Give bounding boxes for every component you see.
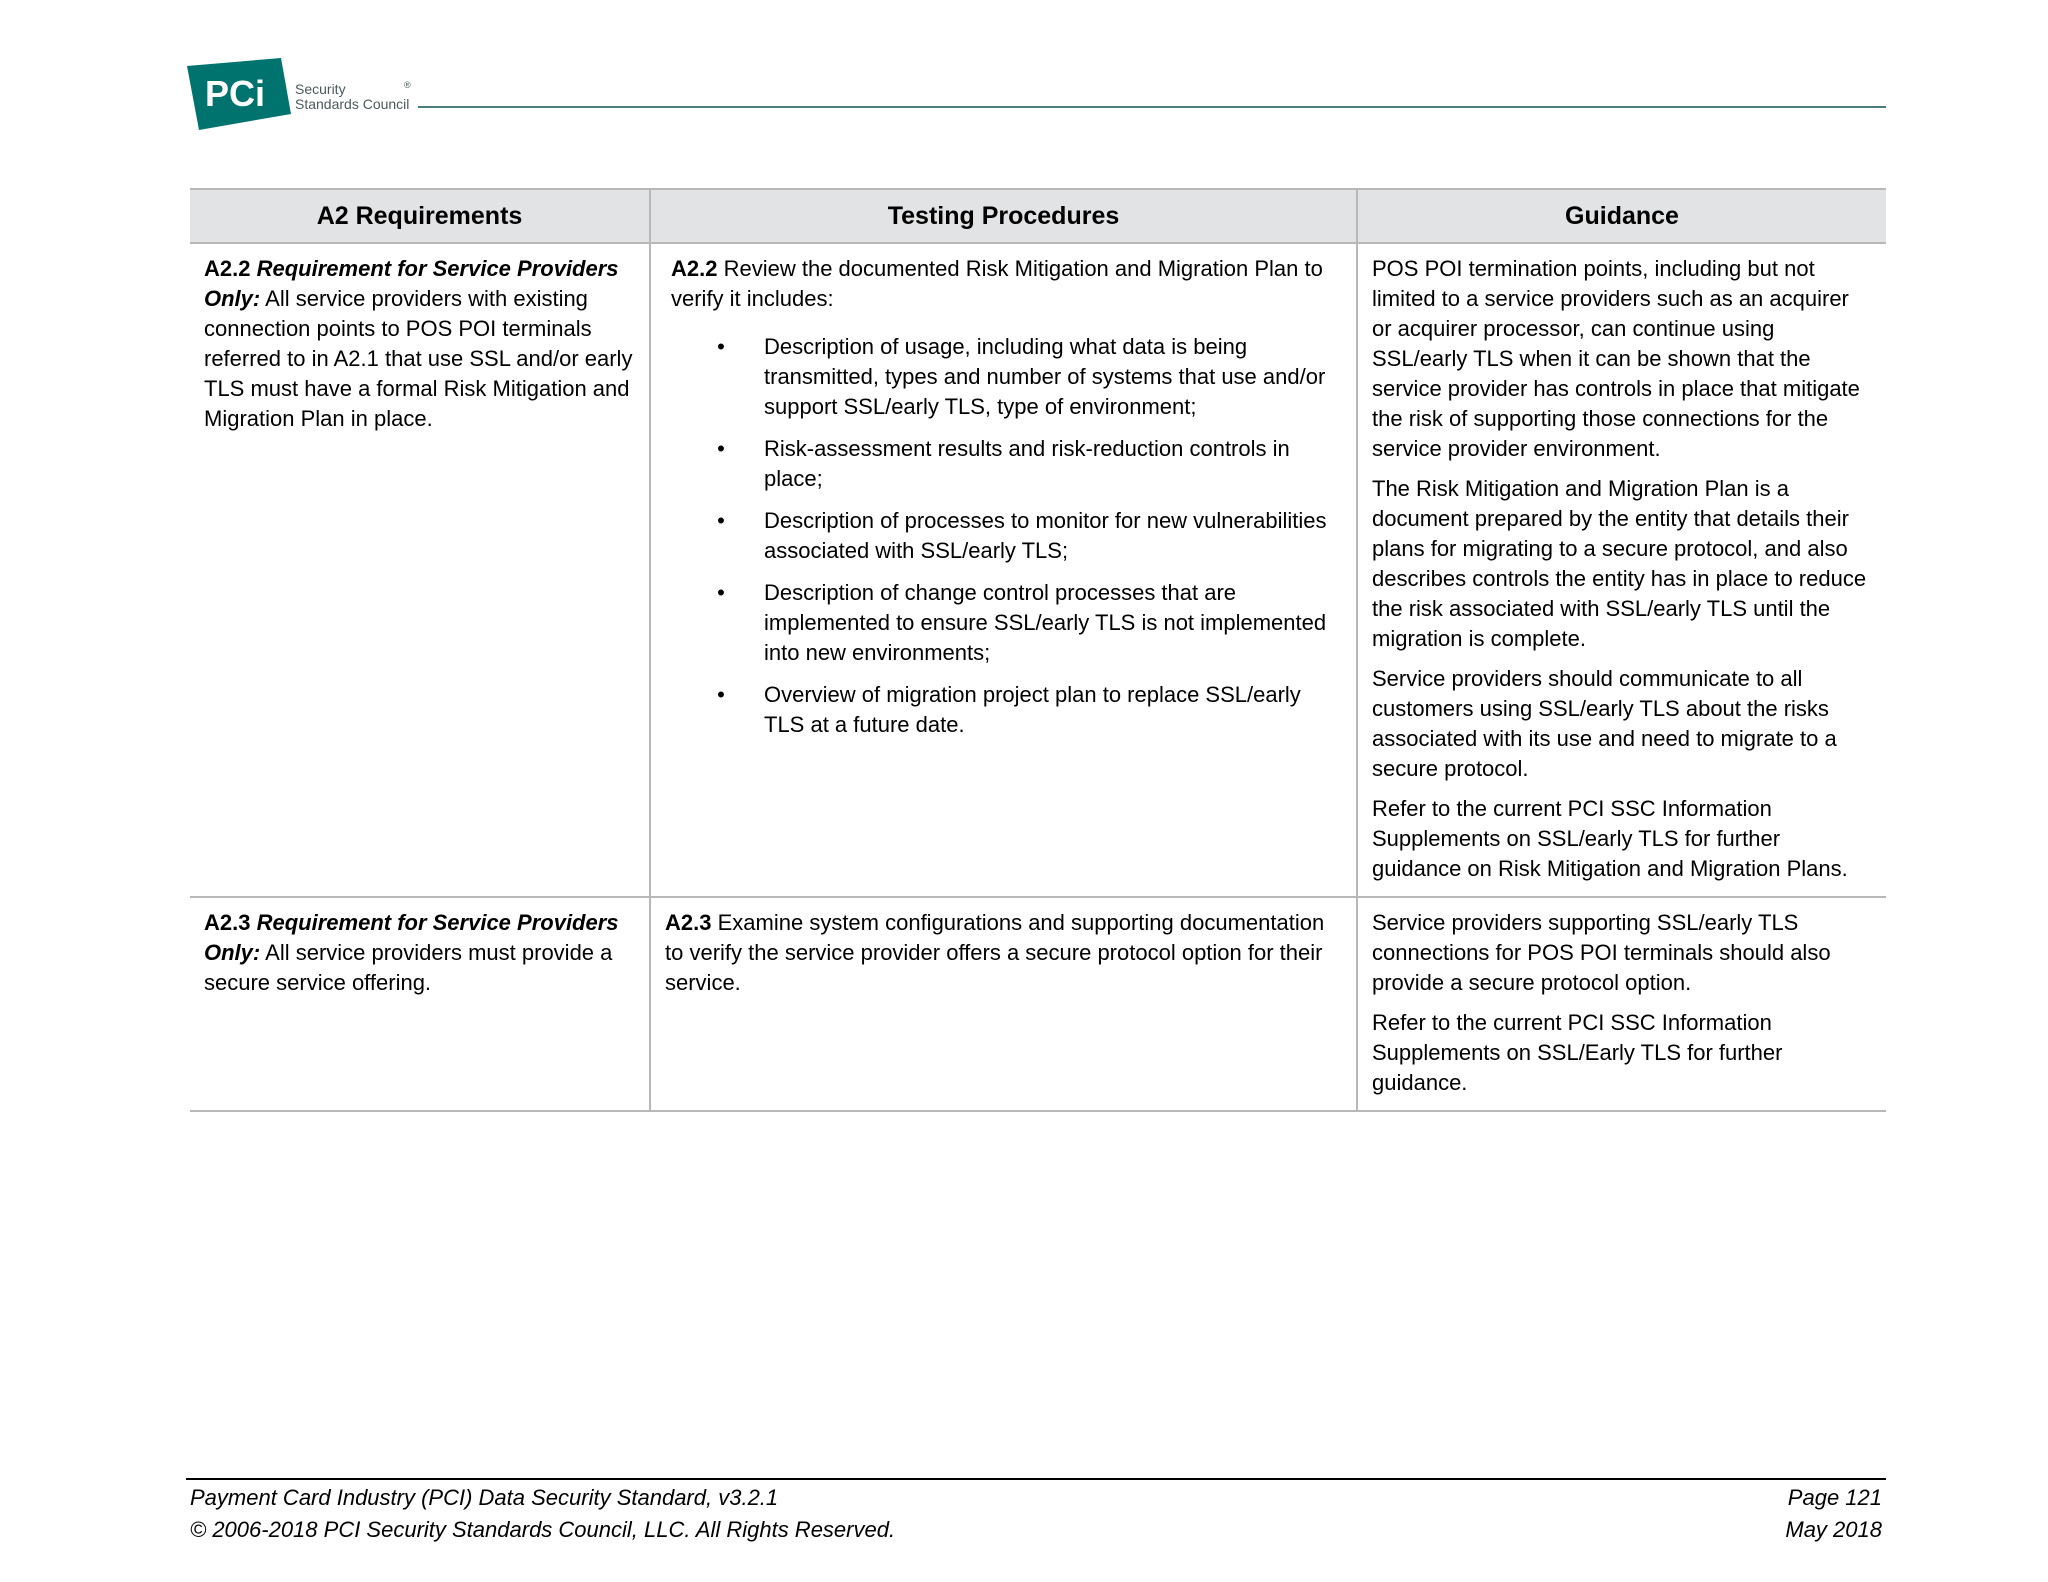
- footer-title: Payment Card Industry (PCI) Data Security Standard, v3.2.1: [190, 1485, 779, 1510]
- guidance-paragraph: Service providers supporting SSL/early TLS connections for POS POI terminals should also provide a secure protocol option.: [1372, 910, 1831, 995]
- footer-line-1: [190, 1485, 1882, 1511]
- guidance-paragraph: Refer to the current PCI SSC Information Supplements on SSL/early TLS for further guidance on Risk Mitigation and Migration Plans.: [1372, 796, 1848, 881]
- table-row: [190, 243, 1886, 897]
- guidance-cell: [1357, 897, 1886, 1111]
- test-id: A2.2: [671, 256, 718, 281]
- requirements-table: [190, 188, 1886, 1112]
- logo-line-security: Security: [295, 81, 346, 97]
- requirement-text: All service providers with existing connection points to POS POI terminals referred to in A2.1 that use SSL and/or early TLS must have a formal Risk Mitigation and Migration Plan in place.: [204, 286, 633, 431]
- list-item: • Description of usage, including what data is being transmitted, types and number of systems that use and/or support SSL/early TLS, type of environment;: [717, 334, 1326, 419]
- table-header-row: [190, 189, 1886, 243]
- requirement-cell: [190, 243, 650, 897]
- requirement-label: Requirement for Service Providers Only:: [204, 256, 619, 311]
- guidance-paragraph: Refer to the current PCI SSC Information Supplements on SSL/Early TLS for further guidance.: [1372, 1010, 1783, 1095]
- test-bullet-list: [671, 332, 1344, 740]
- list-item: • Description of processes to monitor for new vulnerabilities associated with SSL/early TLS;: [717, 508, 1327, 563]
- requirement-id: A2.2: [204, 256, 251, 281]
- table-row: [190, 897, 1886, 1111]
- header-testing-procedures: Testing Procedures: [650, 189, 1357, 243]
- logo-line-council: Standards Council: [295, 96, 410, 112]
- list-item: • Overview of migration project plan to replace SSL/early TLS at a future date.: [717, 682, 1301, 737]
- test-text: Examine system configurations and supporting documentation to verify the service provider offers a secure protocol option for their service.: [665, 910, 1325, 995]
- footer-line-2: [190, 1517, 1882, 1543]
- logo-mark-text: PCi: [205, 73, 266, 114]
- pci-ssc-logo: [185, 58, 415, 130]
- header-guidance: Guidance: [1357, 189, 1886, 243]
- requirement-text: All service providers must provide a secure service offering.: [204, 940, 613, 995]
- guidance-paragraph: The Risk Mitigation and Migration Plan is a document prepared by the entity that details their plans for migrating to a secure protocol, and also describes controls the entity has in place to reduce the risk associated with SSL/early TLS until the migration is complete.: [1372, 476, 1867, 651]
- requirement-label: Requirement for Service Providers Only:: [204, 910, 619, 965]
- footer-page-number: Page 121: [1787, 1485, 1882, 1510]
- header-rule: [418, 106, 1886, 108]
- list-item: • Risk-assessment results and risk-reduction controls in place;: [717, 436, 1290, 491]
- list-item: • Description of change control processes that are implemented to ensure SSL/early TLS is not implemented into new environments;: [717, 580, 1327, 665]
- registered-mark: ®: [404, 80, 411, 90]
- footer-copyright: © 2006-2018 PCI Security Standards Council, LLC. All Rights Reserved.: [190, 1517, 896, 1542]
- testing-procedure-cell: [650, 897, 1357, 1111]
- guidance-cell: [1357, 243, 1886, 897]
- test-text: Review the documented Risk Mitigation and Migration Plan to verify it includes:: [671, 256, 1323, 311]
- footer-rule: [186, 1478, 1886, 1480]
- guidance-paragraph: POS POI termination points, including but not limited to a service providers such as an acquirer or acquirer processor, can continue using SSL/early TLS when it can be shown that the service provider has controls in place that mitigate the risk of supporting those connections for the service provider environment.: [1372, 256, 1860, 461]
- test-id: A2.3: [665, 910, 712, 935]
- header-requirements: A2 Requirements: [190, 189, 650, 243]
- requirement-id: A2.3: [204, 910, 251, 935]
- guidance-paragraph: Service providers should communicate to all customers using SSL/early TLS about the risks associated with its use and need to migrate to a secure protocol.: [1372, 666, 1837, 781]
- footer-date: May 2018: [1785, 1517, 1882, 1542]
- requirement-cell: [190, 897, 650, 1111]
- testing-procedure-cell: [650, 243, 1357, 897]
